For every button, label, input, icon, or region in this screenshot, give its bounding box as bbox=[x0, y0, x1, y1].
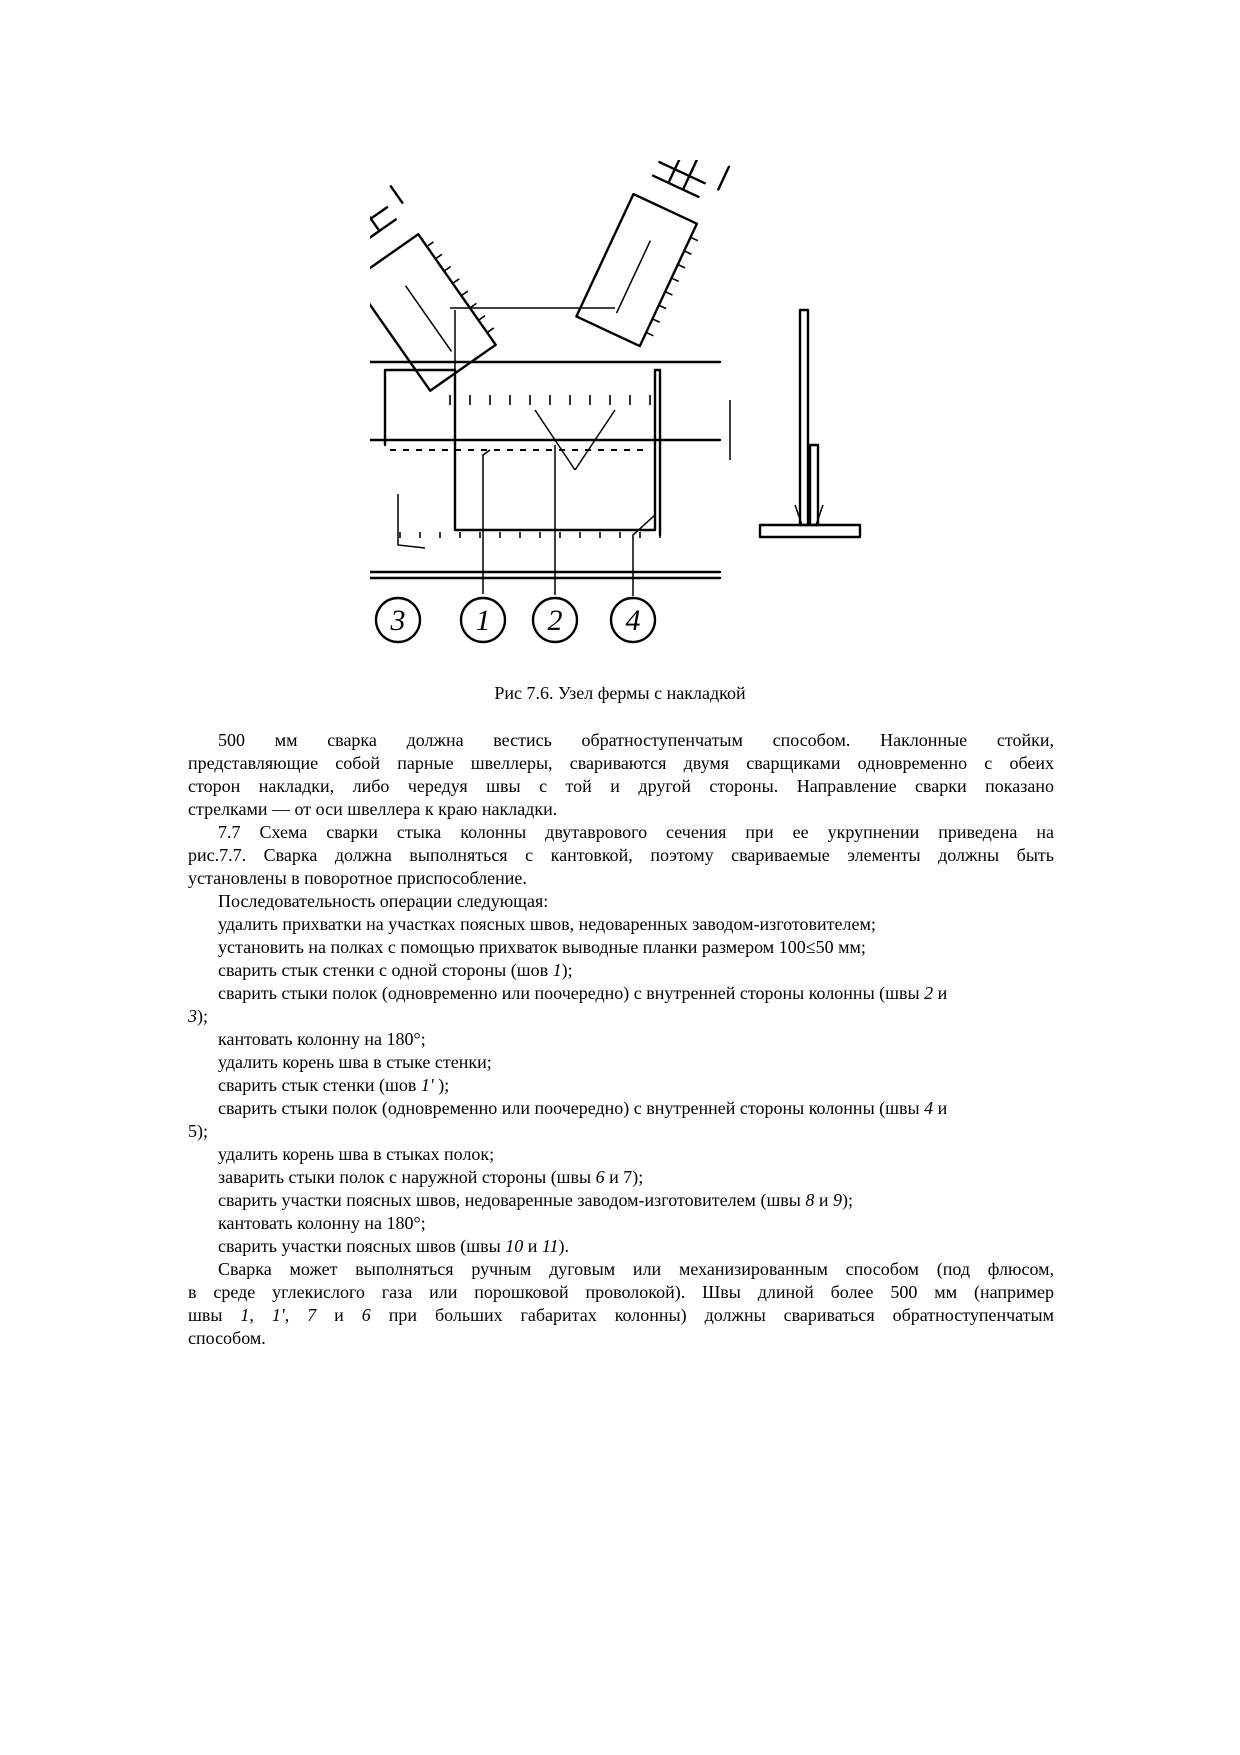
step-6: удалить корень шва в стыке стенки; bbox=[218, 1052, 492, 1072]
p3-line-2: в среде углекислого газа или порошковой проволокой). Швы длиной более 500 мм (например bbox=[188, 1282, 1054, 1302]
leader-4 bbox=[633, 515, 655, 596]
step-10: заварить стыки полок с наружной стороны (швы 6 и 7); bbox=[218, 1167, 644, 1187]
p2-line-2: рис.7.7. Сварка должна выполняться с кантовкой, поэтому свариваемые элементы должны быть bbox=[188, 845, 1054, 865]
right-channel-section bbox=[639, 160, 731, 203]
p1-line-4: стрелками — от оси швеллера к краю накладки. bbox=[188, 799, 558, 819]
left-channel-body bbox=[370, 234, 496, 390]
truss-node-figure bbox=[370, 160, 970, 675]
step-11: сварить участки поясных швов, недоваренные заводом-изготовителем (швы 8 и 9); bbox=[218, 1190, 854, 1210]
right-channel-weld-ticks bbox=[646, 237, 698, 336]
step-1: удалить прихватки на участках поясных швов, недоваренных заводом-изготовителем; bbox=[218, 914, 876, 934]
t-section-flange bbox=[760, 525, 860, 537]
step-13: сварить участки поясных швов (швы 10 и 11). bbox=[218, 1236, 570, 1256]
sequence-intro: Последовательность операции следующая: bbox=[218, 891, 549, 911]
p3-line-1: Сварка может выполняться ручным дуговым или механизированным способом (под флюсом, bbox=[218, 1259, 1054, 1279]
t-section-view bbox=[760, 310, 860, 537]
step-3: сварить стык стенки с одной стороны (шов 1); bbox=[218, 960, 573, 980]
right-channel-axis bbox=[617, 241, 651, 314]
p1-line-1: 500 мм сварка должна вестись обратноступенчатым способом. Наклонные стойки, bbox=[218, 730, 1054, 750]
right-inclined-channel bbox=[572, 160, 734, 349]
callout-label-2: 2 bbox=[547, 604, 563, 637]
document-body bbox=[188, 729, 1054, 1350]
callout-label-3: 3 bbox=[390, 604, 406, 637]
step-4: сварить стыки полок (одновременно или поочередно) с внутренней стороны колонны (швы 2 и 3); bbox=[188, 983, 948, 1026]
bottom-weld-ticks bbox=[400, 532, 660, 538]
step-12: кантовать колонну на 180°; bbox=[218, 1213, 426, 1233]
figure-caption: Рис 7.6. Узел фермы с накладкой bbox=[494, 683, 746, 703]
p1-line-2: представляющие собой парные швеллеры, свариваются двумя сварщиками одновременно с обеих bbox=[188, 753, 1054, 773]
top-chord-weld-ticks bbox=[450, 395, 650, 405]
step-5: кантовать колонну на 180°; bbox=[218, 1029, 426, 1049]
left-channel-axis bbox=[406, 286, 452, 352]
t-section-weld bbox=[810, 445, 818, 525]
p2-line-1: 7.7 Схема сварки стыка колонны двутаврового сечения при ее укрупнении приведена на bbox=[218, 822, 1054, 842]
leader-3 bbox=[398, 494, 425, 548]
step-7: сварить стык стенки (шов 1' ); bbox=[218, 1075, 450, 1095]
step-2: установить на полках с помощью прихваток выводные планки размером 100≤50 мм; bbox=[218, 937, 866, 957]
p3-line-3: швы 1, 1', 7 и 6 при больших габаритах колонны) должны свариваться обратноступенчатым bbox=[188, 1305, 1055, 1325]
left-channel-section bbox=[370, 186, 408, 262]
step-9: удалить корень шва в стыках полок; bbox=[218, 1144, 495, 1164]
p3-line-4: способом. bbox=[188, 1328, 266, 1348]
callout-label-1: 1 bbox=[475, 604, 491, 637]
truss-node-drawing bbox=[370, 160, 970, 675]
left-channel-weld-ticks bbox=[427, 242, 494, 333]
p1-line-3: сторон накладки, либо чередуя швы с той и другой стороны. Направление сварки показано bbox=[188, 776, 1054, 796]
gusset-plate-outline bbox=[385, 370, 660, 535]
t-section-web bbox=[800, 310, 808, 525]
step-8: сварить стыки полок (одновременно или поочередно) с внутренней стороны колонны (швы 4 и 5); bbox=[188, 1098, 948, 1141]
callout-circles bbox=[376, 598, 655, 642]
p2-line-3: установлены в поворотное приспособление. bbox=[188, 868, 527, 888]
callout-label-4: 4 bbox=[625, 604, 641, 637]
